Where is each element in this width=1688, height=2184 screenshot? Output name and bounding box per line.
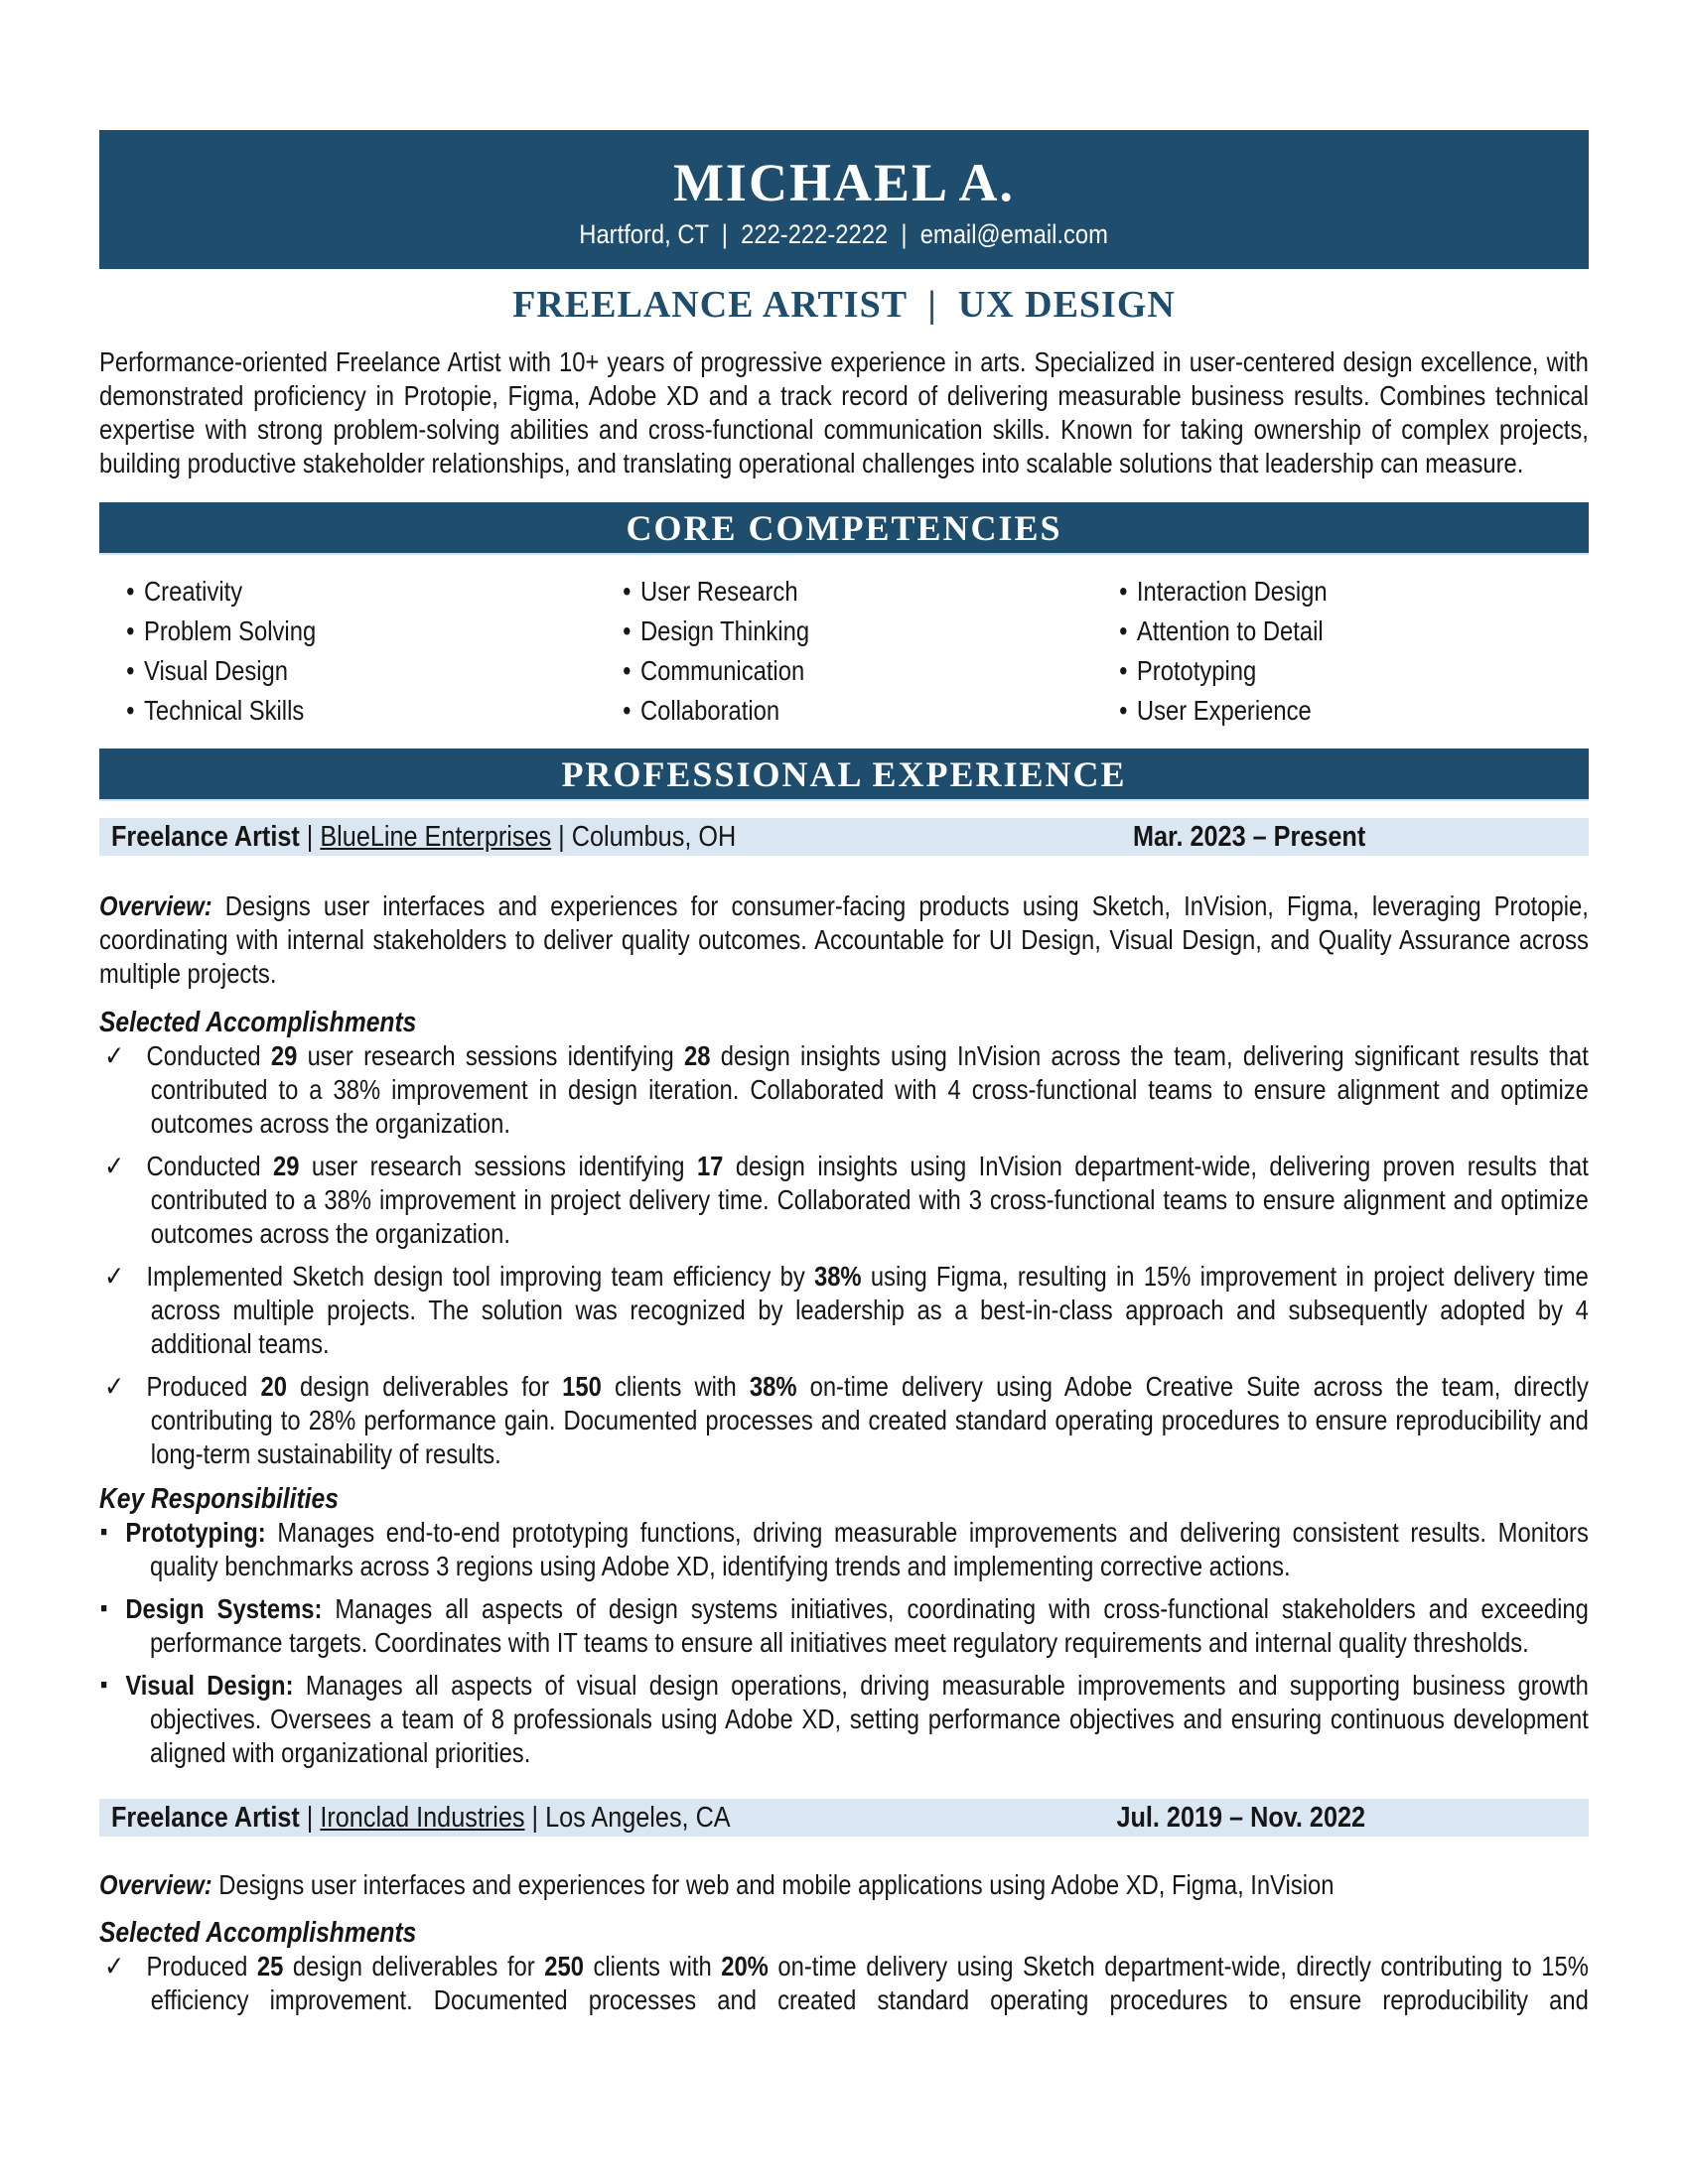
summary-paragraph: Performance-oriented Freelance Artist with 10+ years of progressive experience in arts. Specialized in user-centered design excellence, with demonstrated proficiency in Protopie, Figma, Adobe XD and a track record of delivering measurable business results. Combines technical expertise with strong problem-solving abilities and cross-functional communication skills. Known for taking ownership of complex projects, building productive stakeholder relationships, and translating operational challenges into scalable solutions that leadership can measure. [99, 346, 1589, 478]
check-icon: ✓ [104, 1261, 125, 1292]
competency-list [99, 572, 1589, 731]
square-bullet-icon: ▪ [99, 1671, 108, 1699]
competency-label: Attention to Detail [1136, 615, 1324, 646]
check-icon: ✓ [104, 1951, 125, 1981]
dot-bullet-icon: • [126, 655, 135, 686]
square-bullet-icon: ▪ [99, 1518, 108, 1546]
job-title-company-location: Freelance Artist | Ironclad Industries | Los Angeles, CA [111, 1801, 731, 1834]
professional-experience-heading: PROFESSIONAL EXPERIENCE [561, 753, 1127, 794]
accomplishment-list [99, 1950, 1589, 2017]
responsibility-item: ▪ Visual Design: Manages all aspects of visual design operations, driving measurable improvements and supporting business growth objectives. Oversees a team of 8 professionals using Adobe XD, setting performance objectives and ensuring continuous development aligned with organizational priorities. [99, 1670, 1589, 1768]
job-title-company-location: Freelance Artist | BlueLine Enterprises | Columbus, OH [111, 820, 737, 853]
overview-paragraph: Overview: Designs user interfaces and experiences for web and mobile applications using Adobe XD, Figma, InVision [99, 1869, 1335, 1900]
responsibility-item: ▪ Design Systems: Manages all aspects of design systems initiatives, coordinating with cross-functional stakeholders and exceeding performance targets. Coordinates with IT teams to ensure all initiatives meet regulatory requirements and internal quality thresholds. [99, 1593, 1589, 1658]
competency-item [596, 572, 1092, 612]
overview-paragraph: Overview: Designs user interfaces and experiences for consumer-facing products using Sketch, InVision, Figma, leveraging Protopie, coordinating with internal stakeholders to deliver quality outcomes. Accountable for UI Design, Visual Design, and Quality Assurance across multiple projects. [99, 890, 1589, 989]
dot-bullet-icon: • [623, 615, 632, 646]
job-header-row [99, 1799, 1589, 1837]
job-body [99, 1868, 1589, 2017]
job-dates: Mar. 2023 – Present [1132, 820, 1365, 853]
job-body [99, 889, 1589, 1770]
accomplishment-item: ✓ Produced 20 design deliverables for 150 clients with 38% on-time delivery using Adobe Creative Suite across the team, directly contributing to 28% performance gain. Documented processes and created standard operating procedures to ensure reproducibility and long-term sustainability of results. [104, 1371, 1589, 1469]
dot-bullet-icon: • [126, 615, 135, 646]
competency-item [596, 691, 1092, 731]
dot-bullet-icon: • [126, 576, 135, 607]
dot-bullet-icon: • [126, 695, 135, 726]
header-banner [99, 130, 1589, 269]
competency-label: Visual Design [144, 655, 288, 686]
dot-bullet-icon: • [1119, 576, 1128, 607]
competency-item [99, 572, 596, 612]
accomplishment-item: ✓ Implemented Sketch design tool improving team efficiency by 38% using Figma, resulting in 15% improvement in project delivery time across multiple projects. The solution was recognized by leadership as a best-in-class approach and subsequently adopted by 4 additional teams. [104, 1261, 1589, 1359]
competency-item [99, 691, 596, 731]
dot-bullet-icon: • [623, 695, 632, 726]
check-icon: ✓ [104, 1151, 125, 1181]
competency-label: Technical Skills [144, 695, 305, 726]
subheading-selected-accomplishments: Selected Accomplishments [99, 1917, 417, 1949]
accomplishment-item: ✓ Produced 25 design deliverables for 250 clients with 20% on-time delivery using Sketch department-wide, directly contributing to 15% efficiency improvement. Documented processes and created standard operating procedures to ensure reproducibility and [104, 1951, 1589, 2015]
contact-line: Hartford, CT | 222-222-2222 | email@email.com [579, 219, 1109, 249]
competency-item [99, 651, 596, 691]
accomplishment-item: ✓ Conducted 29 user research sessions identifying 17 design insights using InVision department-wide, delivering proven results that contributed to a 38% improvement in project delivery time. Collaborated with 3 cross-functional teams to ensure alignment and optimize outcomes across the organization. [104, 1151, 1589, 1249]
competency-label: Problem Solving [144, 615, 317, 646]
competency-item [596, 651, 1092, 691]
competency-item [1092, 691, 1589, 731]
check-icon: ✓ [104, 1371, 125, 1402]
competency-item [596, 612, 1092, 651]
dot-bullet-icon: • [623, 655, 632, 686]
responsibility-item: ▪ Prototyping: Manages end-to-end prototyping functions, driving measurable improvements and delivering consistent results. Monitors quality benchmarks across 3 regions using Adobe XD, identifying trends and implementing corrective actions. [99, 1517, 1589, 1581]
subheading-key-responsibilities: Key Responsibilities [99, 1483, 339, 1515]
competency-label: Creativity [144, 576, 243, 607]
competency-label: User Experience [1136, 695, 1312, 726]
competency-item [99, 612, 596, 651]
dot-bullet-icon: • [1119, 615, 1128, 646]
competency-label: Prototyping [1136, 655, 1257, 686]
subheading-selected-accomplishments: Selected Accomplishments [99, 1007, 417, 1038]
accomplishment-list [99, 1039, 1589, 1471]
square-bullet-icon: ▪ [99, 1594, 108, 1622]
section-banner-core-competencies [99, 502, 1589, 555]
dot-bullet-icon: • [623, 576, 632, 607]
headline: FREELANCE ARTIST | UX DESIGN [512, 284, 1176, 326]
section-banner-professional-experience [99, 749, 1589, 801]
competency-label: User Research [639, 576, 798, 607]
candidate-name: MICHAEL A. [672, 153, 1016, 212]
competency-label: Design Thinking [639, 615, 810, 646]
dot-bullet-icon: • [1119, 695, 1128, 726]
competency-item [1092, 651, 1589, 691]
responsibility-list [99, 1516, 1589, 1770]
job-header-row [99, 818, 1589, 856]
check-icon: ✓ [104, 1040, 125, 1071]
competency-label: Communication [639, 655, 805, 686]
competency-item [1092, 612, 1589, 651]
competency-label: Interaction Design [1136, 576, 1328, 607]
dot-bullet-icon: • [1119, 655, 1128, 686]
competency-item [1092, 572, 1589, 612]
accomplishment-item: ✓ Conducted 29 user research sessions identifying 28 design insights using InVision across the team, delivering significant results that contributed to a 38% improvement in design iteration. Collaborated with 4 cross-functional teams to ensure alignment and optimize outcomes across the organization. [104, 1040, 1589, 1139]
job-dates: Jul. 2019 – Nov. 2022 [1116, 1801, 1365, 1834]
competency-label: Collaboration [639, 695, 780, 726]
core-competencies-heading: CORE COMPETENCIES [626, 507, 1062, 548]
